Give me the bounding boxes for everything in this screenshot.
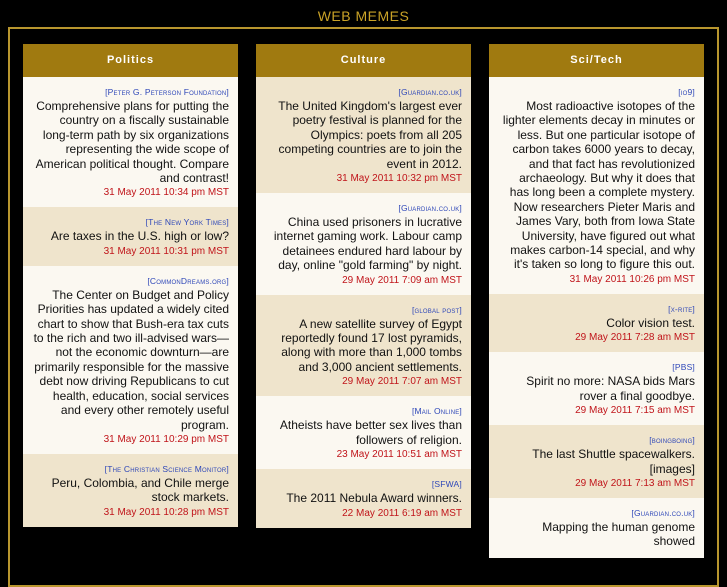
timestamp: 29 May 2011 7:15 am MST xyxy=(575,405,695,417)
timestamp: 31 May 2011 10:31 pm MST xyxy=(103,245,229,257)
timestamp: 31 May 2011 10:34 pm MST xyxy=(103,187,229,199)
headline-link[interactable]: Spirit no more: NASA bids Mars rover a final goodbye. xyxy=(526,374,695,403)
headline-link[interactable]: Mapping the human genome showed xyxy=(542,519,695,549)
timestamp: 29 May 2011 7:13 am MST xyxy=(575,477,695,489)
headline-link[interactable]: The United Kingdom's largest ever poetry festival is planned for the Olympics: poets from all 205 competing countries are to join the event in 2012. xyxy=(278,99,462,171)
timestamp: 29 May 2011 7:07 am MST xyxy=(342,376,462,388)
timestamp: 29 May 2011 7:28 am MST xyxy=(575,332,695,344)
news-item xyxy=(23,266,238,454)
timestamp: 29 May 2011 7:09 am MST xyxy=(342,274,462,286)
headline-link[interactable]: A new satellite survey of Egypt reportedly found 17 lost pyramids, along with more than 1,000 tombs and 3,000 ancient settlements. xyxy=(281,316,462,374)
source-link[interactable]: [The Christian Science Monitor] xyxy=(104,463,229,474)
headline-link[interactable]: Atheists have better sex lives than followers of religion. xyxy=(279,418,462,447)
source-link[interactable]: [x-rite] xyxy=(668,303,695,314)
headline-link[interactable]: Most radioactive isotopes of the lighter elements decay in minutes or less. But one particular isotope of carbon takes 6000 years to decay, and that fact has revolutionized archaeology. But why it does that has long been a complete mystery. Now researchers Pieter Maris and James Vary, both from Iowa State University, have figured out what makes carbon-14 special, and why it's taken so long to figure this out. xyxy=(502,99,695,272)
source-link[interactable]: [io9] xyxy=(678,87,695,97)
news-item xyxy=(256,469,471,527)
timestamp: 22 May 2011 6:19 am MST xyxy=(342,507,462,519)
source-link[interactable]: [Guardian.co.uk] xyxy=(631,507,695,518)
news-item xyxy=(23,454,238,527)
headline-link[interactable]: The last Shuttle spacewalkers. [images] xyxy=(532,447,695,476)
news-item xyxy=(256,77,471,193)
source-link[interactable]: [boingboing] xyxy=(649,435,695,446)
news-item xyxy=(23,207,238,265)
source-link[interactable]: [Peter G. Peterson Foundation] xyxy=(105,87,229,97)
source-link[interactable]: [Guardian.co.uk] xyxy=(398,203,462,214)
news-item xyxy=(489,498,704,558)
headline-link[interactable]: Are taxes in the U.S. high or low? xyxy=(50,229,229,244)
source-link[interactable]: [PBS] xyxy=(672,362,695,373)
headline-link[interactable]: The Center on Budget and Policy Priorities has updated a widely cited chart to show that Bush-era tax cuts to the rich and two ill-advised wars—not the economic downturn—are primarily responsible for the massive debt now driving Republicans to cut health, education, social services and every other remotely useful program. xyxy=(33,287,229,432)
source-link[interactable]: [CommonDreams.org] xyxy=(147,275,229,286)
news-item xyxy=(489,425,704,498)
column-title-culture: Culture xyxy=(256,44,471,77)
column-culture xyxy=(256,44,471,564)
timestamp: 23 May 2011 10:51 am MST xyxy=(336,449,462,461)
news-item xyxy=(256,193,471,295)
headline-link[interactable]: Comprehensive plans for putting the country on a fiscally sustainable long-term path by six organizations representing the wide scope of American political thought. Compare and contrast! xyxy=(35,99,229,186)
news-item xyxy=(23,77,238,207)
timestamp: 31 May 2011 10:32 pm MST xyxy=(336,173,462,185)
headline-link[interactable]: Peru, Colombia, and Chile merge stock markets. xyxy=(51,475,229,505)
source-link[interactable]: [Guardian.co.uk] xyxy=(398,87,462,97)
news-item xyxy=(256,396,471,469)
column-title-scitech: Sci/Tech xyxy=(489,44,704,77)
news-item xyxy=(489,352,704,425)
column-politics xyxy=(23,44,238,564)
headline-link[interactable]: Color vision test. xyxy=(606,315,695,330)
column-scitech xyxy=(489,44,704,564)
source-link[interactable]: [global post] xyxy=(411,304,462,315)
source-link[interactable]: [The New York Times] xyxy=(145,217,229,228)
news-item xyxy=(256,295,471,397)
headline-link[interactable]: The 2011 Nebula Award winners. xyxy=(286,491,462,506)
news-item xyxy=(489,77,704,294)
source-link[interactable]: [SFWA] xyxy=(431,479,462,490)
column-title-politics: Politics xyxy=(23,44,238,77)
timestamp: 31 May 2011 10:28 pm MST xyxy=(103,506,229,518)
site-title: WEB MEMES xyxy=(317,8,410,24)
timestamp: 31 May 2011 10:26 pm MST xyxy=(569,273,695,285)
source-link[interactable]: [Mail Online] xyxy=(411,406,462,417)
timestamp: 31 May 2011 10:29 pm MST xyxy=(103,433,229,445)
news-item xyxy=(489,294,704,352)
headline-link[interactable]: China used prisoners in lucrative internet gaming work. Labour camp detainees endured hard labour by day, online "gold farming" by night. xyxy=(273,215,462,273)
